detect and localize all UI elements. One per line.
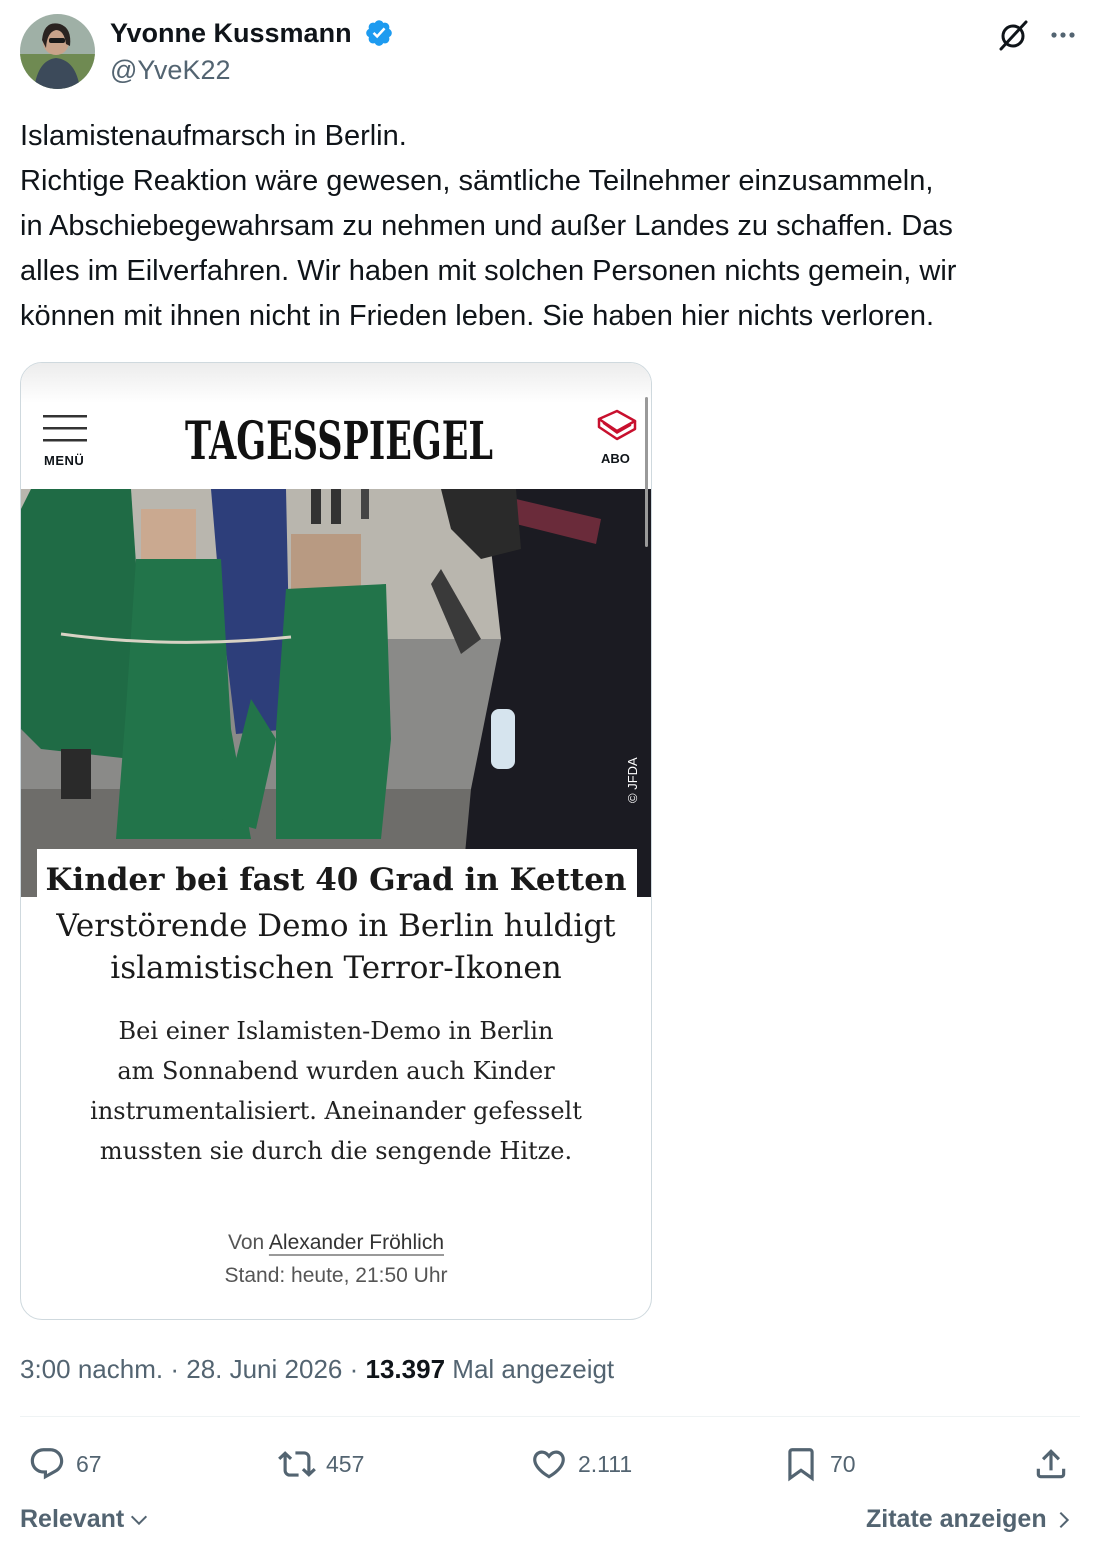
abo-label: ABO <box>601 451 630 466</box>
byline-author-link: Alexander Fröhlich <box>268 1231 444 1254</box>
like-count: 2.111 <box>578 1450 633 1477</box>
chevron-right-icon <box>1053 1509 1075 1531</box>
retweet-button[interactable] <box>278 1442 364 1486</box>
more-icon[interactable] <box>1046 18 1080 52</box>
like-button[interactable] <box>530 1442 632 1486</box>
sort-replies-dropdown[interactable] <box>20 1505 150 1534</box>
author-name[interactable]: Yvonne Kussmann <box>110 18 352 48</box>
tweet-time[interactable]: 3:00 nachm. <box>20 1354 164 1384</box>
reply-icon <box>28 1445 66 1483</box>
divider <box>20 1416 1080 1417</box>
author-handle[interactable]: @YveK22 <box>110 55 231 85</box>
menu-icon <box>43 415 87 443</box>
article-photo <box>21 489 651 897</box>
tweet-media-card[interactable] <box>20 362 652 1320</box>
retweet-icon <box>278 1445 316 1483</box>
bookmark-icon <box>782 1445 820 1483</box>
bookmark-button[interactable] <box>782 1442 856 1486</box>
tweet-text: Islamistenaufmarsch in Berlin. Richtige Reaktion wäre gewesen, sämtliche Teilnehmer einzusammeln, in Abschiebegewahrsam zu nehmen und außer Landes zu schaffen. Das alles im Eilverfahren. Wir haben mit solchen Personen nichts gemein, wir können mit ihnen nicht in Frieden leben. Sie haben hier nichts verloren. <box>20 120 957 332</box>
article-headline: Kinder bei fast 40 Grad in Ketten <box>45 862 627 898</box>
share-icon <box>1032 1445 1070 1483</box>
bookmark-count: 70 <box>830 1450 856 1477</box>
grok-icon[interactable] <box>996 18 1030 52</box>
article-teaser: Bei einer Islamisten-Demo in Berlin am Sonnabend wurden auch Kinder instrumentalisiert. Aneinander gefesselt mussten sie durch die sengende Hitze. <box>90 1017 582 1165</box>
avatar[interactable] <box>20 14 95 89</box>
share-button[interactable] <box>1032 1442 1080 1486</box>
photo-credit: © JFDA <box>625 757 640 803</box>
reply-count: 67 <box>76 1450 102 1477</box>
chevron-down-icon <box>128 1509 150 1531</box>
article-subheadline: Verstörende Demo in Berlin huldigt islamistischen Terror-Ikonen <box>56 908 616 986</box>
like-icon <box>530 1445 568 1483</box>
tagesspiegel-logo <box>181 409 497 467</box>
tweet-meta <box>20 1350 614 1388</box>
meta-separator: · <box>170 1354 179 1384</box>
byline-prefix: Von <box>228 1231 265 1254</box>
meta-separator-2: · <box>349 1354 359 1384</box>
article-byline <box>21 1227 651 1259</box>
retweet-count: 457 <box>326 1450 365 1477</box>
article-timestamp: Stand: heute, 21:50 Uhr <box>224 1264 448 1287</box>
avatar-image <box>20 14 95 89</box>
menu-label: MENÜ <box>44 453 85 468</box>
media-scrollbar <box>645 397 648 547</box>
view-label: Mal angezeigt <box>452 1354 615 1384</box>
reply-button[interactable] <box>28 1442 102 1486</box>
tweet-date[interactable]: 28. Juni 2026 <box>186 1354 343 1384</box>
view-quotes-link[interactable] <box>866 1505 1075 1534</box>
view-count: 13.397 <box>365 1354 446 1384</box>
verified-badge-icon[interactable] <box>364 18 394 48</box>
brand-text: TAGESSPIEGEL <box>185 411 493 467</box>
abo-book-icon <box>595 407 639 443</box>
sort-label: Relevant <box>20 1505 125 1533</box>
quotes-label: Zitate anzeigen <box>866 1505 1047 1533</box>
